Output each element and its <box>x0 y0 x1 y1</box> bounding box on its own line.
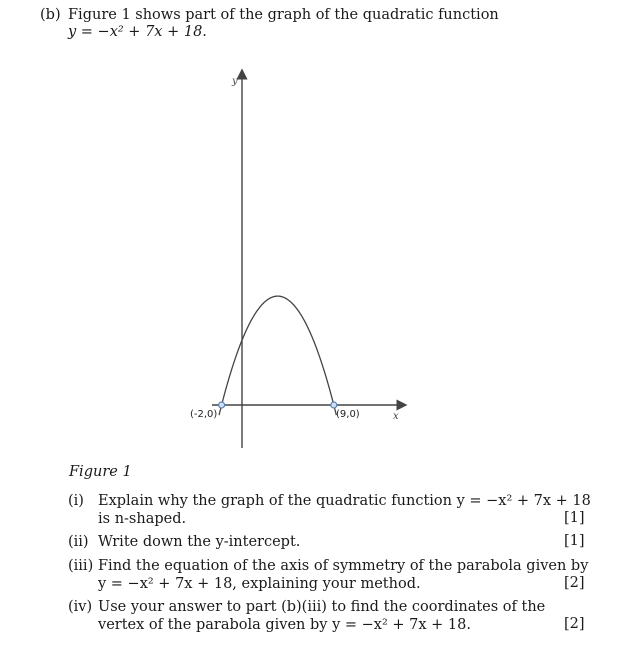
point-label-right: (9,0) <box>336 409 360 420</box>
question-iii-marks: [2] <box>564 575 585 591</box>
intro-text: Figure 1 shows part of the graph of the quadratic function <box>68 7 499 23</box>
question-ii-line1: Write down the y-intercept. <box>98 534 301 550</box>
question-iv-num: (iv) <box>68 599 93 615</box>
question-i-line1: Explain why the graph of the quadratic function y = −x² + 7x + 18 <box>98 493 591 509</box>
root-point-right <box>331 402 337 408</box>
question-i-line2: is n-shaped. <box>98 511 187 527</box>
intro-equation: y = −x² + 7x + 18. <box>68 24 207 40</box>
question-iv-line1: Use your answer to part (b)(iii) to find the coordinates of the <box>98 599 546 615</box>
question-ii-num: (ii) <box>68 534 89 550</box>
figure-caption: Figure 1 <box>69 464 132 480</box>
question-ii-marks: [1] <box>564 533 585 549</box>
question-iv-line2: vertex of the parabola given by y = −x² + 7x + 18. <box>98 617 471 633</box>
question-i-num: (i) <box>68 493 84 509</box>
root-point-left <box>219 402 225 408</box>
parabola-curve <box>219 296 336 415</box>
part-label: (b) <box>40 7 61 23</box>
point-label-left: (-2,0) <box>190 409 218 420</box>
x-axis-label: x <box>393 411 399 422</box>
question-i-marks: [1] <box>564 510 585 526</box>
question-iii-num: (iii) <box>68 558 94 574</box>
question-iv-marks: [2] <box>564 616 585 632</box>
question-iii-line2: y = −x² + 7x + 18, explaining your method. <box>98 576 421 592</box>
y-axis-label: y <box>232 76 238 87</box>
question-iii-line1: Find the equation of the axis of symmetry of the parabola given by <box>98 558 589 574</box>
